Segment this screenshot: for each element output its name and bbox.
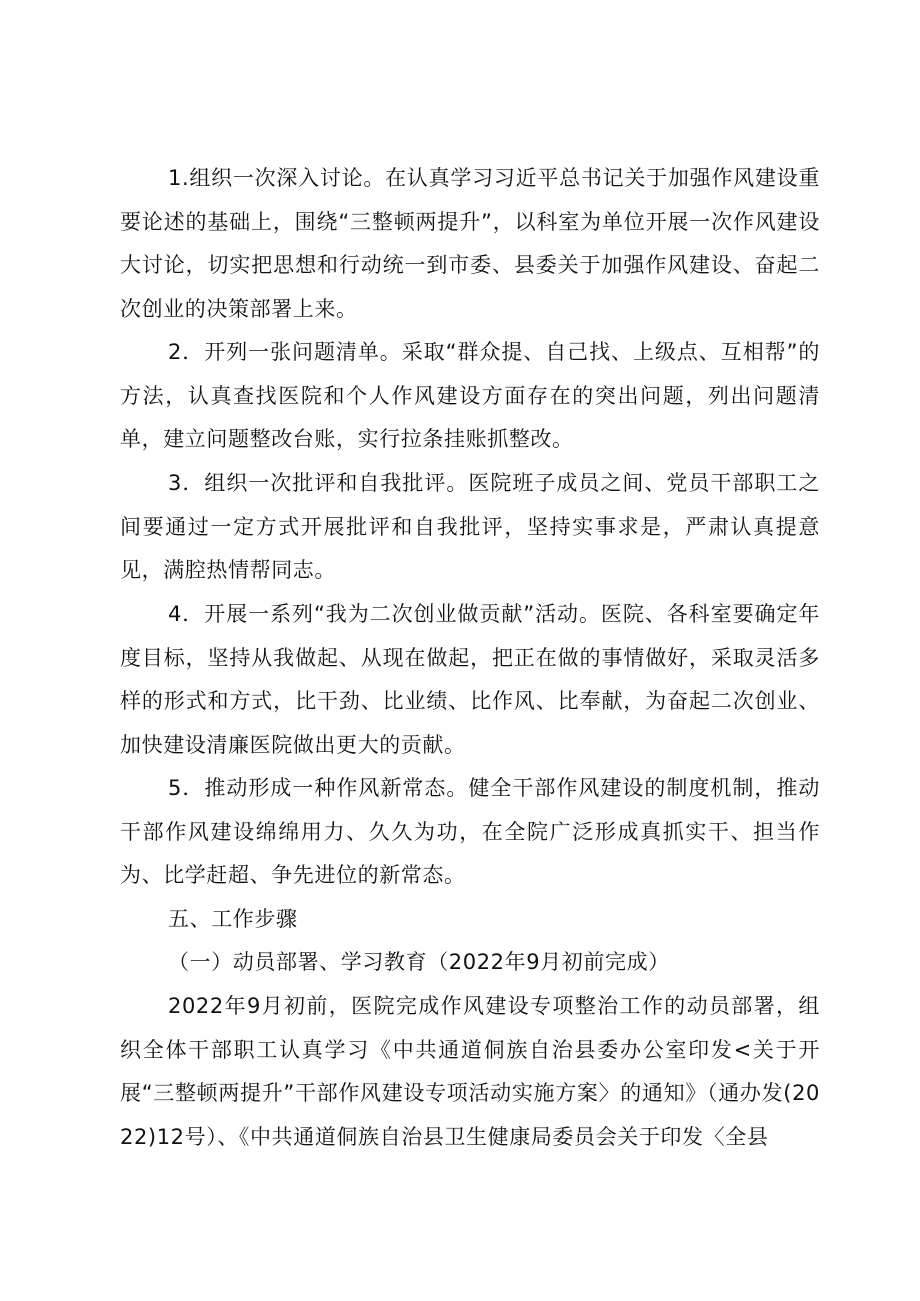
paragraph-final: 2022年9月初前，医院完成作风建设专项整治工作的动员部署，组织全体干部职工认真学习《中共通道侗族自治县委办公室印发<关于开展“三整顿两提升”干部作风建设专项活动实施方案〉的通知》（通办发(2022)12号）、《中共通道侗族自治县卫生健康局委员会关于印发〈全县 <box>120 994 820 1149</box>
paragraph-2: 2．开列一张问题清单。采取“群众提、自己找、上级点、互相帮”的方法，认真查找医院和个人作风建设方面存在的突出问题，列出问题清单，建立问题整改台账，实行拉条挂账抓整改。 <box>120 340 820 451</box>
section-heading: 五、工作步骤 <box>168 907 298 931</box>
paragraph-1: 1.组织一次深入讨论。在认真学习习近平总书记关于加强作风建设重要论述的基础上，围绕“三整顿两提升”，以科室为单位开展一次作风建设大讨论，切实把思想和行动统一到市委、县委关于加强作风建设、奋起二次创业的决策部署上来。 <box>120 166 820 321</box>
paragraph-4: 4．开展一系列“我为二次创业做贡献”活动。医院、各科室要确定年度目标，坚持从我做起、从现在做起，把正在做的事情做好，采取灵活多样的形式和方式，比干劲、比业绩、比作风、比奉献，为奋起二次创业、加快建设清廉医院做出更大的贡献。 <box>120 602 820 757</box>
sub-heading: （一）动员部署、学习教育（2022年9月初前完成） <box>168 950 670 974</box>
paragraph-5: 5．推动形成一种作风新常态。健全干部作风建设的制度机制，推动干部作风建设绵绵用力、久久为功，在全院广泛形成真抓实干、担当作为、比学赶超、争先进位的新常态。 <box>120 776 820 887</box>
paragraph-3: 3．组织一次批评和自我批评。医院班子成员之间、党员干部职工之间要通过一定方式开展批评和自我批评，坚持实事求是，严肃认真提意见，满腔热情帮同志。 <box>120 471 820 582</box>
